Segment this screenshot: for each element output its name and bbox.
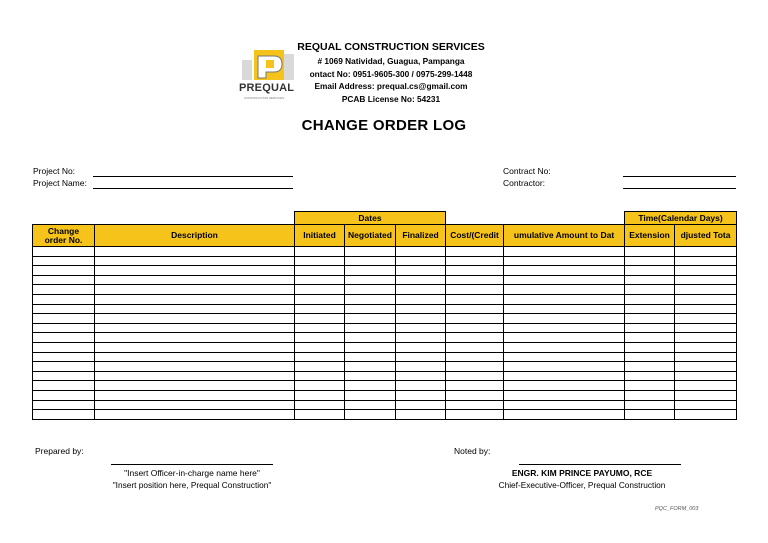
table-cell[interactable]: [675, 381, 737, 391]
table-cell[interactable]: [675, 371, 737, 381]
project-name-label: Project Name:: [33, 178, 87, 188]
table-cell[interactable]: [345, 400, 396, 410]
table-cell[interactable]: [95, 285, 295, 295]
table-cell[interactable]: [295, 314, 345, 324]
table-cell[interactable]: [33, 333, 95, 343]
contractor-label: Contractor:: [503, 178, 546, 188]
preparer-name: "Insert Officer-in-charge name here": [124, 468, 260, 478]
table-cell[interactable]: [33, 275, 95, 285]
table-cell[interactable]: [33, 266, 95, 276]
table-cell[interactable]: [295, 275, 345, 285]
column-header: djusted Tota: [675, 225, 737, 247]
column-header: Initiated: [295, 225, 345, 247]
table-cell[interactable]: [675, 333, 737, 343]
table-cell[interactable]: [625, 400, 675, 410]
table-cell[interactable]: [675, 294, 737, 304]
table-cell[interactable]: [625, 285, 675, 295]
table-cell[interactable]: [33, 342, 95, 352]
table-cell[interactable]: [295, 247, 345, 257]
table-cell[interactable]: [675, 362, 737, 372]
table-row: [33, 323, 737, 333]
table-cell[interactable]: [675, 285, 737, 295]
table-cell[interactable]: [675, 352, 737, 362]
table-cell[interactable]: [33, 362, 95, 372]
table-cell[interactable]: [295, 381, 345, 391]
table-cell[interactable]: [345, 352, 396, 362]
table-cell[interactable]: [33, 410, 95, 420]
table-cell[interactable]: [295, 362, 345, 372]
table-cell[interactable]: [396, 247, 446, 257]
table-cell[interactable]: [504, 390, 625, 400]
table-cell[interactable]: [625, 294, 675, 304]
table-cell[interactable]: [345, 247, 396, 257]
table-cell[interactable]: [33, 256, 95, 266]
table-cell[interactable]: [295, 352, 345, 362]
change-order-table: [32, 211, 737, 420]
table-cell[interactable]: [95, 381, 295, 391]
table-cell[interactable]: [33, 314, 95, 324]
table-cell[interactable]: [396, 400, 446, 410]
table-cell[interactable]: [446, 256, 504, 266]
table-cell[interactable]: [295, 342, 345, 352]
table-cell[interactable]: [396, 410, 446, 420]
table-cell[interactable]: [504, 371, 625, 381]
table-cell[interactable]: [95, 247, 295, 257]
table-cell[interactable]: [446, 294, 504, 304]
table-cell[interactable]: [625, 314, 675, 324]
table-cell[interactable]: [446, 323, 504, 333]
column-header: Cost/(Credit: [446, 225, 504, 247]
table-row: [33, 266, 737, 276]
table-cell[interactable]: [295, 333, 345, 343]
company-info: [296, 41, 486, 105]
form-code: PQC_FORM_003: [655, 506, 699, 512]
table-cell[interactable]: [504, 342, 625, 352]
table-cell[interactable]: [95, 294, 295, 304]
column-header: umulative Amount to Dat: [504, 225, 625, 247]
table-cell[interactable]: [33, 390, 95, 400]
table-cell[interactable]: [625, 410, 675, 420]
table-cell[interactable]: [625, 390, 675, 400]
table-cell[interactable]: [396, 285, 446, 295]
noter-position: Chief-Executive-Officer, Prequal Construction: [498, 480, 666, 490]
table-cell[interactable]: [33, 285, 95, 295]
table-cell[interactable]: [95, 304, 295, 314]
table-cell[interactable]: [396, 323, 446, 333]
table-cell[interactable]: [675, 256, 737, 266]
table-cell[interactable]: [504, 381, 625, 391]
column-header: Description: [95, 225, 295, 247]
table-cell[interactable]: [95, 371, 295, 381]
table-row: [33, 294, 737, 304]
column-header: Negotiated: [345, 225, 396, 247]
table-cell[interactable]: [504, 323, 625, 333]
table-cell[interactable]: [625, 362, 675, 372]
table-cell[interactable]: [95, 342, 295, 352]
table-cell[interactable]: [675, 304, 737, 314]
table-cell[interactable]: [33, 381, 95, 391]
table-cell[interactable]: [345, 304, 396, 314]
table-cell[interactable]: [504, 304, 625, 314]
table-cell[interactable]: [345, 362, 396, 372]
table-cell[interactable]: [504, 333, 625, 343]
table-cell[interactable]: [446, 381, 504, 391]
table-row: [33, 333, 737, 343]
table-cell[interactable]: [95, 400, 295, 410]
table-cell[interactable]: [446, 275, 504, 285]
table-cell[interactable]: [345, 390, 396, 400]
table-cell[interactable]: [446, 266, 504, 276]
table-cell[interactable]: [345, 256, 396, 266]
table-cell[interactable]: [625, 381, 675, 391]
table-cell[interactable]: [295, 400, 345, 410]
preparer-signature-line[interactable]: [111, 464, 273, 465]
table-cell[interactable]: [625, 304, 675, 314]
table-cell[interactable]: [446, 390, 504, 400]
table-cell[interactable]: [675, 400, 737, 410]
table-cell[interactable]: [675, 275, 737, 285]
table-cell[interactable]: [345, 371, 396, 381]
column-header: Finalized: [396, 225, 446, 247]
table-row: [33, 275, 737, 285]
company-license: PCAB License No: 54231: [341, 93, 441, 104]
time-group-header: Time(Calendar Days): [625, 212, 737, 225]
noted-by-label: Noted by:: [454, 446, 491, 456]
table-cell[interactable]: [95, 410, 295, 420]
table-cell[interactable]: [295, 323, 345, 333]
table-cell[interactable]: [504, 285, 625, 295]
table-row: [33, 381, 737, 391]
dates-group-header: Dates: [295, 212, 446, 225]
table-cell[interactable]: [625, 247, 675, 257]
table-cell[interactable]: [675, 342, 737, 352]
table-cell[interactable]: [446, 342, 504, 352]
table-cell[interactable]: [295, 410, 345, 420]
contract-no-label: Contract No:: [503, 166, 551, 176]
table-cell[interactable]: [675, 314, 737, 324]
table-cell[interactable]: [446, 371, 504, 381]
table-cell[interactable]: [446, 333, 504, 343]
table-cell[interactable]: [504, 275, 625, 285]
table-row: [33, 314, 737, 324]
table-cell[interactable]: [504, 266, 625, 276]
table-cell[interactable]: [95, 256, 295, 266]
table-cell[interactable]: [295, 285, 345, 295]
table-cell[interactable]: [625, 333, 675, 343]
contractor-field[interactable]: [623, 188, 736, 189]
table-cell[interactable]: [396, 333, 446, 343]
table-row: [33, 256, 737, 266]
table-cell[interactable]: [675, 247, 737, 257]
table-row: [33, 362, 737, 372]
table-cell[interactable]: [504, 352, 625, 362]
table-cell[interactable]: [295, 371, 345, 381]
table-cell[interactable]: [625, 352, 675, 362]
contract-no-field[interactable]: [623, 176, 736, 177]
table-cell[interactable]: [675, 410, 737, 420]
table-cell[interactable]: [625, 256, 675, 266]
table-cell[interactable]: [396, 352, 446, 362]
table-cell[interactable]: [33, 294, 95, 304]
preparer-position: "Insert position here, Prequal Construction": [112, 480, 272, 490]
table-cell[interactable]: [33, 400, 95, 410]
table-row: [33, 352, 737, 362]
table-cell[interactable]: [675, 390, 737, 400]
table-cell[interactable]: [95, 352, 295, 362]
table-cell[interactable]: [345, 333, 396, 343]
project-no-label: Project No:: [33, 166, 76, 176]
table-cell[interactable]: [504, 362, 625, 372]
table-cell[interactable]: [396, 314, 446, 324]
table-cell[interactable]: [345, 266, 396, 276]
project-no-field[interactable]: [93, 176, 293, 177]
table-cell[interactable]: [504, 294, 625, 304]
table-cell[interactable]: [33, 247, 95, 257]
table-cell[interactable]: [345, 342, 396, 352]
table-cell[interactable]: [625, 342, 675, 352]
table-cell[interactable]: [396, 371, 446, 381]
table-cell[interactable]: [504, 247, 625, 257]
table-cell[interactable]: [345, 314, 396, 324]
table-cell[interactable]: [95, 323, 295, 333]
table-cell[interactable]: [345, 275, 396, 285]
table-cell[interactable]: [625, 275, 675, 285]
noter-name: ENGR. KIM PRINCE PAYUMO, RCE: [511, 468, 653, 478]
logo-wordmark: PREQUAL: [239, 82, 295, 94]
table-cell[interactable]: [675, 266, 737, 276]
table-cell[interactable]: [504, 400, 625, 410]
table-cell[interactable]: [446, 304, 504, 314]
table-cell[interactable]: [446, 247, 504, 257]
company-logo: [238, 44, 300, 102]
table-cell[interactable]: [446, 314, 504, 324]
table-row: [33, 400, 737, 410]
project-name-field[interactable]: [93, 188, 293, 189]
table-cell[interactable]: [396, 266, 446, 276]
table-cell[interactable]: [345, 285, 396, 295]
table-cell[interactable]: [295, 304, 345, 314]
table-cell[interactable]: [33, 352, 95, 362]
table-row: [33, 371, 737, 381]
company-email: Email Address: prequal.cs@gmail.com: [314, 81, 468, 92]
table-cell[interactable]: [95, 362, 295, 372]
table-cell[interactable]: [396, 342, 446, 352]
table-cell[interactable]: [446, 352, 504, 362]
table-cell[interactable]: [396, 362, 446, 372]
table-cell[interactable]: [295, 294, 345, 304]
table-cell[interactable]: [396, 304, 446, 314]
table-cell[interactable]: [33, 323, 95, 333]
table-cell[interactable]: [396, 294, 446, 304]
table-cell[interactable]: [396, 390, 446, 400]
table-cell[interactable]: [295, 266, 345, 276]
table-cell[interactable]: [33, 371, 95, 381]
table-cell[interactable]: [625, 266, 675, 276]
table-cell[interactable]: [396, 256, 446, 266]
table-cell[interactable]: [446, 285, 504, 295]
table-cell[interactable]: [504, 410, 625, 420]
table-cell[interactable]: [345, 323, 396, 333]
table-cell[interactable]: [345, 294, 396, 304]
table-cell[interactable]: [295, 390, 345, 400]
column-header: Change order No.: [33, 225, 95, 247]
table-cell[interactable]: [446, 362, 504, 372]
table-cell[interactable]: [295, 256, 345, 266]
table-cell[interactable]: [345, 410, 396, 420]
table-cell[interactable]: [625, 371, 675, 381]
table-cell[interactable]: [504, 256, 625, 266]
noter-signature-line[interactable]: [519, 464, 681, 465]
company-name: REQUAL CONSTRUCTION SERVICES: [297, 41, 485, 53]
table-cell[interactable]: [675, 323, 737, 333]
table-row: [33, 285, 737, 295]
table-cell[interactable]: [396, 381, 446, 391]
logo-subtext: CONSTRUCTION SERVICES: [244, 96, 285, 100]
table-cell[interactable]: [345, 381, 396, 391]
table-cell[interactable]: [95, 275, 295, 285]
table-cell[interactable]: [446, 410, 504, 420]
company-address: # 1069 Natividad, Guagua, Pampanga: [317, 56, 465, 66]
table-row: [33, 342, 737, 352]
table-cell[interactable]: [446, 400, 504, 410]
table-cell[interactable]: [396, 275, 446, 285]
prepared-by-label: Prepared by:: [35, 446, 84, 456]
table-cell[interactable]: [504, 314, 625, 324]
table-cell[interactable]: [95, 266, 295, 276]
table-cell[interactable]: [95, 333, 295, 343]
table-cell[interactable]: [33, 304, 95, 314]
table-cell[interactable]: [95, 390, 295, 400]
table-cell[interactable]: [625, 323, 675, 333]
table-cell[interactable]: [95, 314, 295, 324]
page-title: CHANGE ORDER LOG: [301, 117, 467, 134]
company-contact: ontact No: 0951-9605-300 / 0975-299-1448: [309, 68, 473, 79]
column-header: Extension: [625, 225, 675, 247]
table-row: [33, 390, 737, 400]
table-row: [33, 304, 737, 314]
table-row: [33, 410, 737, 420]
table-row: [33, 247, 737, 257]
